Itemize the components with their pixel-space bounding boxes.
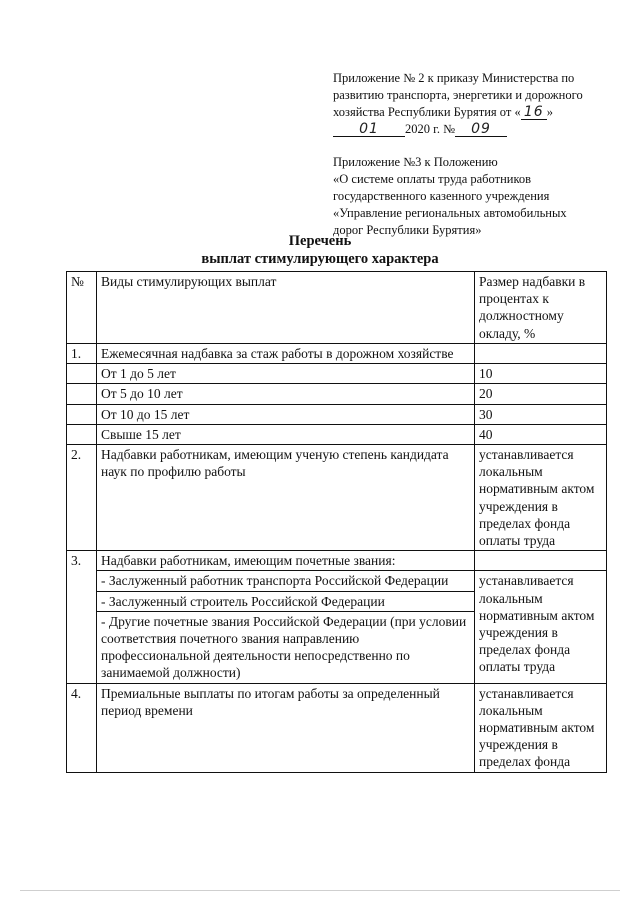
table-row [67, 551, 607, 571]
row-num [67, 364, 97, 384]
header-kind: Виды стимулирующих выплат [97, 272, 475, 344]
row-text: - Заслуженный работник транспорта Российской Федерации [97, 571, 475, 591]
appendix-block [333, 70, 603, 239]
row-amount [475, 344, 607, 364]
regulation-line-2: «О системе оплаты труда работников [333, 172, 532, 186]
header-amount: Размер надбавки в процентах к должностному окладу, % [475, 272, 607, 344]
title-line-1: Перечень [288, 233, 352, 249]
order-line-3-suffix: » [546, 105, 553, 119]
page-bottom-edge [20, 890, 620, 891]
row-amount: устанавливается локальным нормативным актом учреждения в пределах фонда [475, 683, 607, 772]
table-row [67, 424, 607, 444]
regulation-line-1: Приложение №3 к Положению [333, 155, 498, 169]
regulation-line-4: «Управление региональных автомобильных [333, 206, 567, 220]
table-row [67, 571, 607, 591]
row-text: Ежемесячная надбавка за стаж работы в дорожном хозяйстве [97, 344, 475, 364]
row-num: 4. [67, 683, 97, 772]
table-row [67, 683, 607, 772]
row-text: Премиальные выплаты по итогам работы за определенный период времени [97, 683, 475, 772]
row-text: Надбавки работникам, имеющим почетные звания: [97, 551, 475, 571]
order-number-handwritten: 09 [455, 123, 507, 137]
row-num [67, 384, 97, 404]
payments-table [66, 271, 607, 773]
row-amount [475, 551, 607, 571]
row-amount: 30 [475, 404, 607, 424]
order-line-1: Приложение № 2 к приказу Министерства по [333, 71, 575, 85]
row-num: 2. [67, 445, 97, 551]
row-text: - Другие почетные звания Российской Федерации (при условии соответствия почетного звания направлению профессиональной деятельности непосредственно по занимаемой должности) [97, 611, 475, 683]
row-amount: устанавливается локальным нормативным актом учреждения в пределах фонда оплаты труда [475, 445, 607, 551]
regulation-line-5: дорог Республики Бурятия» [333, 223, 482, 237]
row-num [67, 424, 97, 444]
row-text: От 10 до 15 лет [97, 404, 475, 424]
header-num: № [67, 272, 97, 344]
title-line-2: выплат стимулирующего характера [201, 251, 439, 267]
row-text: Надбавки работникам, имеющим ученую степень кандидата наук по профилю работы [97, 445, 475, 551]
document-title [0, 232, 640, 268]
row-amount: 10 [475, 364, 607, 384]
row-num: 3. [67, 551, 97, 683]
order-month-handwritten: 01 [333, 123, 405, 137]
order-day-handwritten: 16 [521, 106, 547, 120]
table-header-row [67, 272, 607, 344]
table-row [67, 445, 607, 551]
row-num [67, 404, 97, 424]
row-amount: 20 [475, 384, 607, 404]
table-row [67, 404, 607, 424]
table-row [67, 364, 607, 384]
row-text: От 1 до 5 лет [97, 364, 475, 384]
order-line-4 [333, 121, 603, 138]
row-amount: 40 [475, 424, 607, 444]
row-text: Свыше 15 лет [97, 424, 475, 444]
table-row [67, 384, 607, 404]
order-line-3-prefix: хозяйства Республики Бурятия от « [333, 105, 521, 119]
order-line-2: развитию транспорта, энергетики и дорожного [333, 88, 583, 102]
row-text: От 5 до 10 лет [97, 384, 475, 404]
row-text: - Заслуженный строитель Российской Федерации [97, 591, 475, 611]
order-year-text: 2020 г. № [405, 122, 456, 136]
regulation-line-3: государственного казенного учреждения [333, 189, 550, 203]
order-line-3 [333, 104, 603, 121]
row-amount: устанавливается локальным нормативным актом учреждения в пределах фонда оплаты труда [475, 571, 607, 683]
table-row [67, 344, 607, 364]
row-num: 1. [67, 344, 97, 364]
